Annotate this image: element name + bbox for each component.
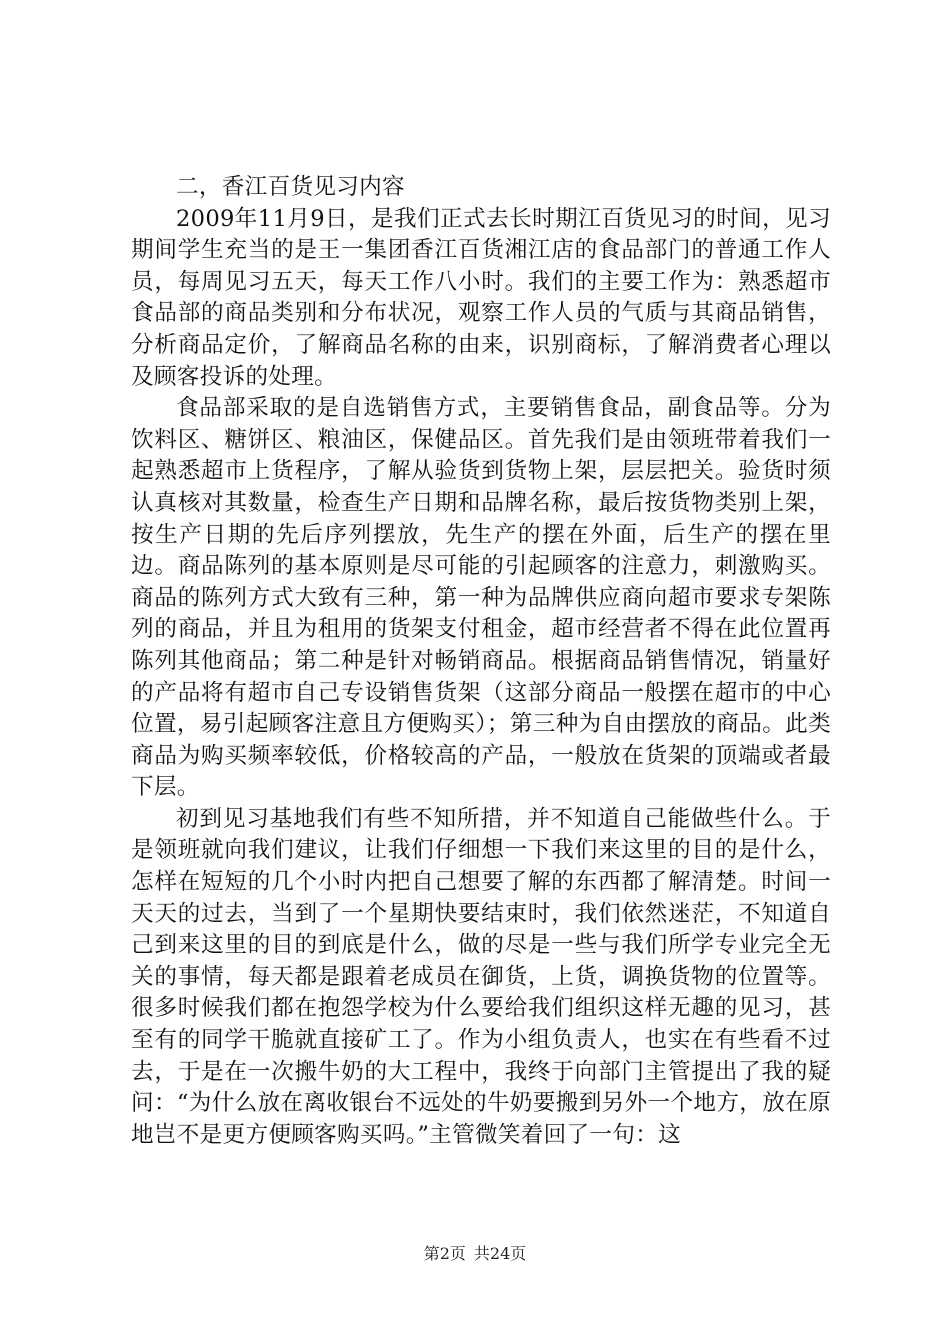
page-total: 共24页 xyxy=(473,1244,527,1263)
paragraph-3: 初到见习基地我们有些不知所措，并不知道自己能做些什么。于是领班就向我们建议，让我们仔细想一下我们来这里的目的是什么，怎样在短短的几个小时内把自己想要了解的东西都了解清楚。时间一天天的过去，当到了一个星期快要结束时，我们依然迷茫，不知道自己到来这里的目的到底是什么，做的尽是一些与我们所学专业完全无关的事情，每天都是跟着老成员在御货，上货，调换货物的位置等。很多时候我们都在抱怨学校为什么要给我们组织这样无趣的见习，甚至有的同学干脆就直接矿工了。作为小组负责人，也实在有些看不过去，于是在一次搬牛奶的大工程中，我终于向部门主管提出了我的疑问：“为什么放在离收银台不远处的牛奶要搬到另外一个地方，放在原地岂不是更方便顾客购买吗。”主管微笑着回了一句：这 xyxy=(131,805,831,1148)
paragraph-2: 食品部采取的是自选销售方式，主要销售食品，副食品等。分为饮料区、糖饼区、粮油区，保健品区。首先我们是由领班带着我们一起熟悉超市上货程序，了解从验货到货物上架，层层把关。验货时须认真核对其数量，检查生产日期和品牌名称，最后按货物类别上架，按生产日期的先后序列摆放，先生产的摆在外面，后生产的摆在里边。商品陈列的基本原则是尽可能的引起顾客的注意力，刺激购买。商品的陈列方式大致有三种，第一种为品牌供应商向超市要求专架陈列的商品，并且为租用的货架支付租金，超市经营者不得在此位置再陈列其他商品；第二种是针对畅销商品。根据商品销售情况，销量好的产品将有超市自己专设销售货架（这部分商品一般摆在超市的中心位置，易引起顾客注意且方便购买）；第三种为自由摆放的商品。此类商品为购买频率较低，价格较高的产品，一般放在货架的顶端或者最下层。 xyxy=(131,395,831,801)
section-heading: 二，香江百货见习内容 xyxy=(176,174,405,200)
document-body xyxy=(131,172,831,1151)
page-number: 第2页 xyxy=(423,1244,466,1263)
page-footer xyxy=(0,1244,950,1264)
paragraph-1: 2009年11月9日，是我们正式去长时期江百货见习的时间，见习期间学生充当的是王一集团香江百货湘江店的食品部门的普通工作人员，每周见习五天，每天工作八小时。我们的主要工作为：熟悉超市食品部的商品类别和分布状况，观察工作人员的气质与其商品销售，分析商品定价，了解商品名称的由来，识别商标，了解消费者心理以及顾客投诉的处理。 xyxy=(131,205,831,390)
